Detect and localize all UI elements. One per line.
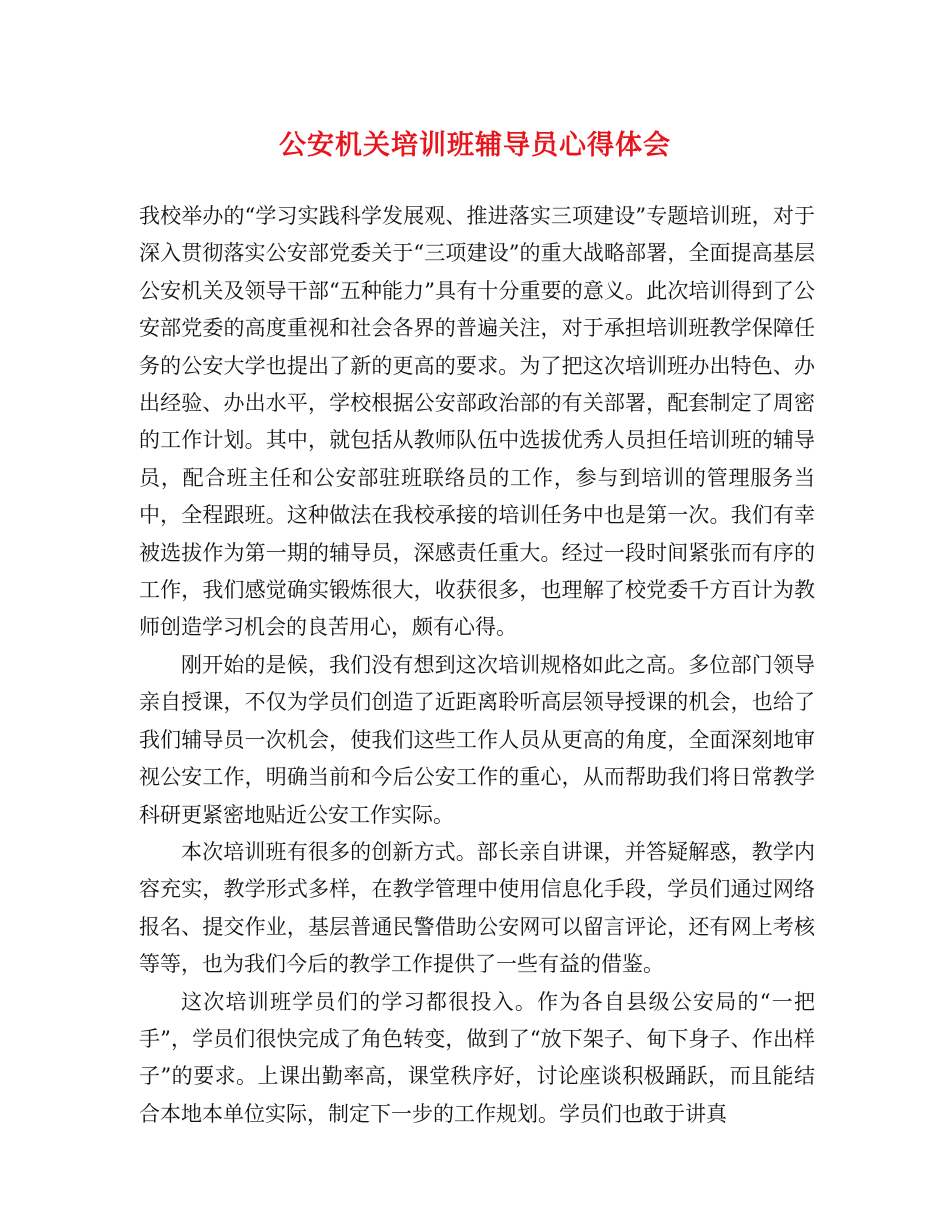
document-body — [139, 198, 815, 1133]
paragraph-3: 本次培训班有很多的创新方式。部长亲自讲课，并答疑解惑，教学内容充实，教学形式多样，在教学管理中使用信息化手段，学员们通过网络报名、提交作业，基层普通民警借助公安网可以留言评论，还有网上考核等等，也为我们今后的教学工作提供了一些有益的借鉴。 — [139, 839, 815, 977]
paragraph-4: 这次培训班学员们的学习都很投入。作为各自县级公安局的“一把手”，学员们很快完成了角色转变，做到了“放下架子、甸下身子、作出样子”的要求。上课出勤率高，课堂秩序好，讨论座谈积极踊跃，而且能结合本地本单位实际，制定下一步的工作规划。学员们也敢于讲真 — [139, 989, 815, 1126]
paragraph-1: 我校举办的“学习实践科学发展观、推进落实三项建设”专题培训班，对于深入贯彻落实公安部党委关于“三项建设”的重大战略部署，全面提高基层公安机关及领导干部“五种能力”具有十分重要的意义。此次培训得到了公安部党委的高度重视和社会各界的普遍关注，对于承担培训班教学保障任务的公安大学也提出了新的更高的要求。为了把这次培训班办出特色、办出经验、办出水平，学校根据公安部政治部的有关部署，配套制定了周密的工作计划。其中，就包括从教师队伍中选拔优秀人员担任培训班的辅导员，配合班主任和公安部驻班联络员的工作，参与到培训的管理服务当中，全程跟班。这种做法在我校承接的培训任务中也是第一次。我们有幸被选拔作为第一期的辅导员，深感责任重大。经过一段时间紧张而有序的工作，我们感觉确实锻炼很大，收获很多，也理解了校党委千方百计为教师创造学习机会的良苦用心，颇有心得。 — [139, 204, 815, 640]
document-title: 公安机关培训班辅导员心得体会 — [279, 130, 671, 161]
paragraph-2: 刚开始的是候，我们没有想到这次培训规格如此之高。多位部门领导亲自授课，不仅为学员们创造了近距离聆听高层领导授课的机会，也给了我们辅导员一次机会，使我们这些工作人员从更高的角度，全面深刻地审视公安工作，明确当前和今后公安工作的重心，从而帮助我们将日常教学科研更紧密地贴近公安工作实际。 — [139, 652, 815, 827]
